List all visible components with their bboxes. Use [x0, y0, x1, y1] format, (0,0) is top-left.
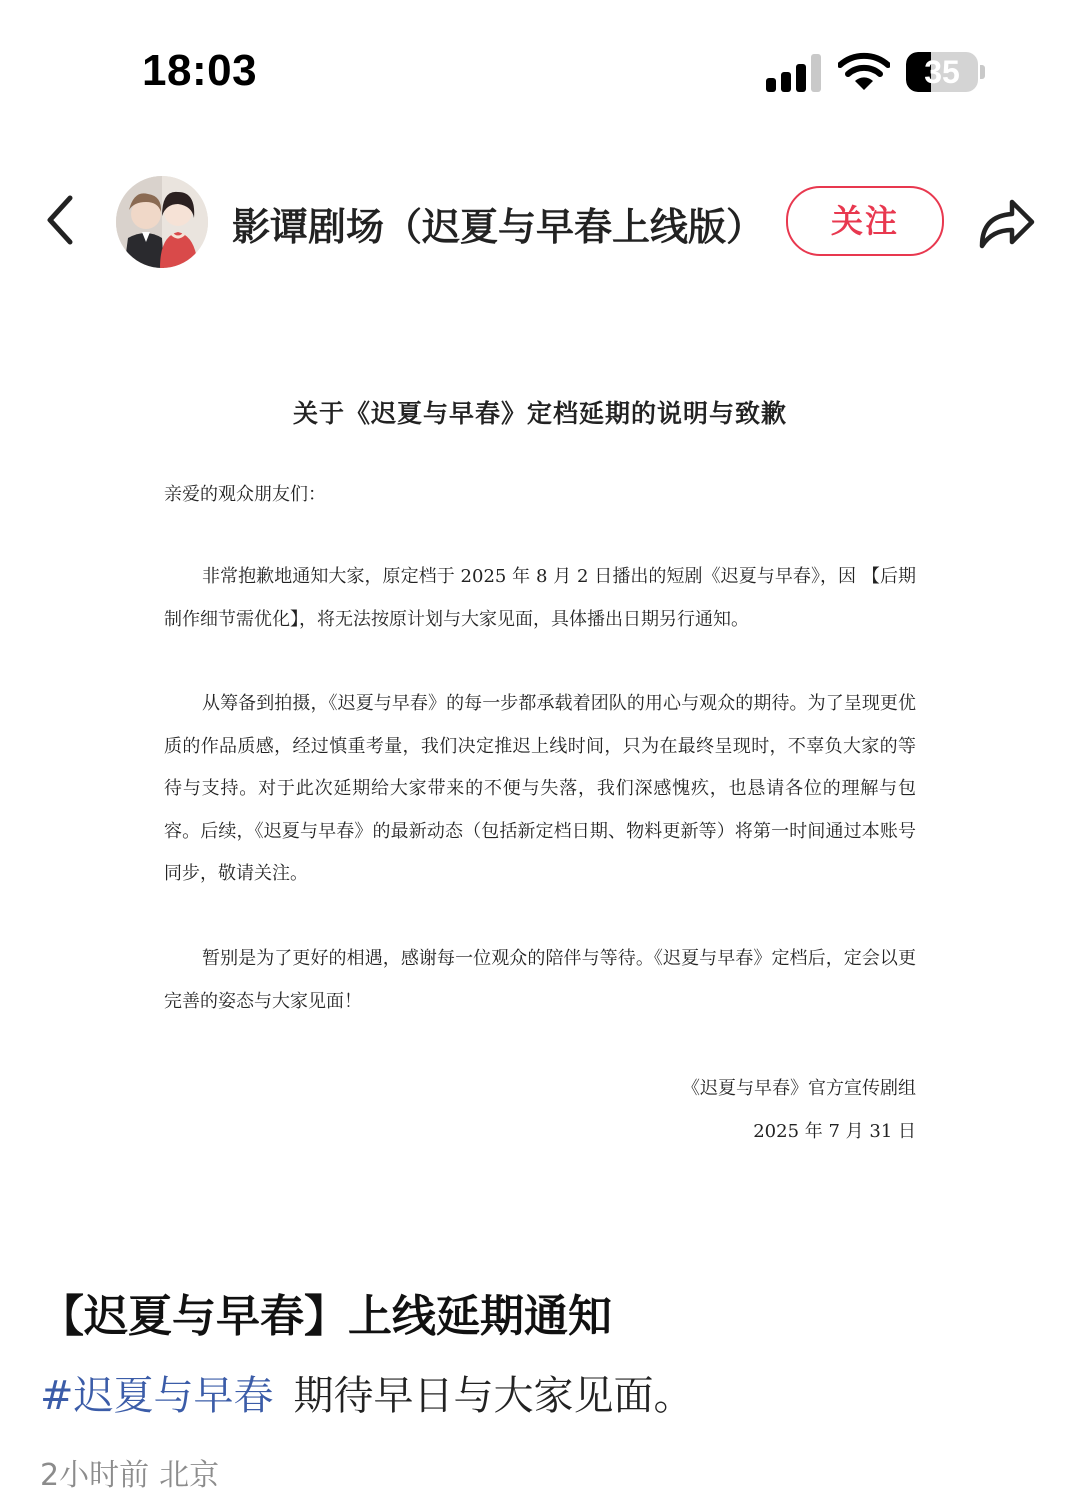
notice-paragraph: 非常抱歉地通知大家，原定档于 2025 年 8 月 2 日播出的短剧《迟夏与早春》，因 【后期制作细节需优化】，将无法按原计划与大家见面，具体播出日期另行通知。 — [164, 566, 916, 630]
post-body-text: 期待早日与大家见面。 — [293, 1373, 694, 1419]
status-bar — [0, 0, 1080, 140]
notice-date: 2025 年 7 月 31 日 — [753, 1121, 916, 1142]
post-location: 北京 — [159, 1458, 220, 1493]
wifi-icon — [838, 50, 890, 92]
post-header — [0, 160, 1080, 280]
post-meta — [40, 1450, 219, 1494]
status-time: 18:03 — [142, 46, 258, 95]
share-icon[interactable] — [974, 192, 1038, 252]
hashtag-link[interactable]: #迟夏与早春 — [40, 1373, 274, 1419]
notice-signature: 《迟夏与早春》官方宣传剧组 — [682, 1078, 916, 1099]
avatar[interactable] — [116, 176, 208, 268]
post-body — [40, 1364, 694, 1421]
notice-greeting: 亲爱的观众朋友们： — [164, 484, 326, 505]
notice-paragraph: 从筹备到拍摄，《迟夏与早春》的每一步都承载着团队的用心与观众的期待。为了呈现更优质的作品质感，经过慎重考量，我们决定推迟上线时间，只为在最终呈现时，不辜负大家的等待与支持。对于此次延期给大家带来的不便与失落，我们深感愧疚，也恳请各位的理解与包容。后续，《迟夏与早春》的最新动态（包括新定档日期、物料更新等）将第一时间通过本账号同步，敬请关注。 — [164, 693, 916, 884]
post-time: 2小时前 — [40, 1458, 150, 1493]
back-button[interactable] — [36, 190, 86, 250]
notice-title: 关于《迟夏与早春》定档延期的说明与致歉 — [292, 399, 787, 428]
account-name[interactable]: 影谭剧场（迟夏与早春上线版） — [232, 205, 765, 249]
notice-paragraph: 暂别是为了更好的相遇，感谢每一位观众的陪伴与等待。《迟夏与早春》定档后，定会以更完善的姿态与大家见面！ — [164, 948, 916, 1012]
cellular-signal-icon — [766, 54, 824, 92]
follow-button[interactable]: 关注 — [786, 186, 944, 256]
post-title: 【迟夏与早春】上线延期通知 — [40, 1291, 612, 1342]
battery-percent: 35 — [924, 54, 960, 90]
battery-icon — [906, 52, 986, 92]
